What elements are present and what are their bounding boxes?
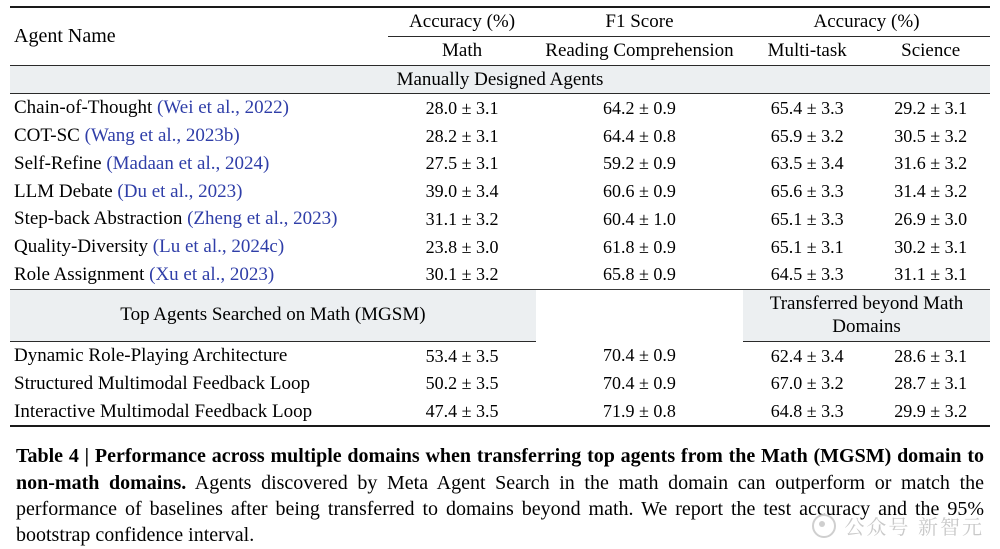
table-row bbox=[10, 370, 990, 398]
header-sub-reading-comprehension: Reading Comprehension bbox=[545, 39, 734, 61]
cell-math: 31.1 ± 3.2 bbox=[425, 208, 499, 229]
cell-multi-task: 63.5 ± 3.4 bbox=[770, 153, 844, 174]
header-sub-science: Science bbox=[901, 39, 961, 61]
cell-multi-task: 62.4 ± 3.4 bbox=[770, 345, 844, 366]
agent-label: Chain-of-Thought bbox=[14, 97, 153, 119]
cell-multi-task: 67.0 ± 3.2 bbox=[770, 373, 844, 394]
table-row bbox=[10, 122, 990, 150]
citation-link[interactable]: (Xu et al., 2023) bbox=[149, 263, 275, 285]
cell-math: 23.8 ± 3.0 bbox=[425, 236, 499, 257]
cell-math: 39.0 ± 3.4 bbox=[425, 181, 499, 202]
cell-multi-task: 65.6 ± 3.3 bbox=[770, 181, 844, 202]
agent-label: Structured Multimodal Feedback Loop bbox=[14, 372, 311, 394]
cell-math: 30.1 ± 3.2 bbox=[388, 261, 536, 289]
citation-link[interactable]: (Lu et al., 2024c) bbox=[152, 236, 285, 257]
agent-label: COT-SC bbox=[14, 125, 80, 146]
cell-science: 30.2 ± 3.1 bbox=[894, 236, 968, 257]
cell-science: 29.2 ± 3.1 bbox=[894, 97, 968, 118]
cell-agent-name bbox=[10, 150, 388, 178]
cell-science: 31.6 ± 3.2 bbox=[894, 153, 968, 174]
cell-reading-comprehension: 64.2 ± 0.9 bbox=[603, 97, 676, 118]
cell-reading-comprehension: 71.9 ± 0.8 bbox=[536, 398, 743, 427]
agent-label: Interactive Multimodal Feedback Loop bbox=[14, 400, 313, 422]
table-row bbox=[10, 205, 990, 233]
cell-agent-name bbox=[10, 342, 388, 370]
cell-math: 28.2 ± 3.1 bbox=[425, 125, 499, 146]
table-caption bbox=[10, 443, 990, 549]
cell-agent-name bbox=[10, 233, 388, 261]
cell-agent-name bbox=[10, 261, 388, 289]
caption-label: Table 4 | bbox=[16, 445, 95, 468]
cell-agent-name bbox=[10, 178, 388, 206]
citation-link[interactable]: (Madaan et al., 2024) bbox=[106, 152, 270, 174]
agent-label: Quality-Diversity bbox=[14, 236, 149, 257]
caption-body: Agents discovered by Meta Agent Search in the math domain can outperform or match the performance of baselines after being transferred to domains beyond math. We report the test accuracy and the 95% bootstrap confidence interval. bbox=[16, 471, 984, 547]
cell-math: 27.5 ± 3.1 bbox=[425, 153, 499, 174]
table-row bbox=[10, 94, 990, 122]
cell-multi-task: 64.5 ± 3.3 bbox=[743, 261, 871, 289]
cell-science: 26.9 ± 3.0 bbox=[894, 208, 968, 229]
caption-lead: Performance across multiple domains when transferring top agents from the Math (MGSM) domain to non-math domains. bbox=[16, 445, 984, 494]
table-header-row-1 bbox=[10, 7, 990, 36]
citation-link[interactable]: (Wang et al., 2023b) bbox=[84, 125, 240, 146]
cell-multi-task: 65.9 ± 3.2 bbox=[770, 125, 844, 146]
cell-math: 53.4 ± 3.5 bbox=[425, 345, 499, 366]
cell-science: 29.9 ± 3.2 bbox=[871, 398, 990, 427]
cell-reading-comprehension: 60.4 ± 1.0 bbox=[603, 208, 676, 229]
section-header-manual-label: Manually Designed Agents bbox=[10, 65, 990, 94]
cell-agent-name bbox=[10, 370, 388, 398]
cell-math: 47.4 ± 3.5 bbox=[388, 398, 536, 427]
cell-reading-comprehension: 70.4 ± 0.9 bbox=[603, 345, 676, 366]
citation-link[interactable]: (Wei et al., 2022) bbox=[157, 97, 289, 119]
agent-label: Dynamic Role-Playing Architecture bbox=[14, 345, 288, 366]
cell-agent-name bbox=[10, 398, 388, 427]
cell-multi-task: 65.4 ± 3.3 bbox=[770, 97, 844, 118]
cell-multi-task: 65.1 ± 3.1 bbox=[770, 236, 844, 257]
header-sub-multi-task: Multi-task bbox=[767, 39, 847, 61]
cell-science: 31.1 ± 3.1 bbox=[871, 261, 990, 289]
cell-reading-comprehension: 70.4 ± 0.9 bbox=[603, 373, 676, 394]
cell-reading-comprehension: 65.8 ± 0.9 bbox=[536, 261, 743, 289]
cell-science: 28.7 ± 3.1 bbox=[894, 373, 968, 394]
cell-reading-comprehension: 60.6 ± 0.9 bbox=[603, 181, 676, 202]
cell-reading-comprehension: 61.8 ± 0.9 bbox=[603, 236, 676, 257]
header-group-accuracy-other: Accuracy (%) bbox=[743, 7, 990, 36]
citation-link[interactable]: (Du et al., 2023) bbox=[117, 180, 243, 202]
citation-link[interactable]: (Zheng et al., 2023) bbox=[187, 208, 338, 230]
table-row bbox=[10, 398, 990, 427]
cell-reading-comprehension: 64.4 ± 0.8 bbox=[603, 125, 676, 146]
section-header-searched-left: Top Agents Searched on Math (MGSM) bbox=[10, 289, 536, 342]
section-header-searched-right: Transferred beyond Math Domains bbox=[743, 289, 990, 342]
cell-agent-name bbox=[10, 122, 388, 150]
cell-multi-task: 64.8 ± 3.3 bbox=[743, 398, 871, 427]
header-sub-math: Math bbox=[442, 39, 483, 61]
cell-science: 31.4 ± 3.2 bbox=[894, 181, 968, 202]
header-group-f1: F1 Score bbox=[536, 7, 743, 36]
table-row bbox=[10, 150, 990, 178]
agent-label: Self-Refine bbox=[14, 152, 102, 174]
cell-multi-task: 65.1 ± 3.3 bbox=[770, 208, 844, 229]
cell-reading-comprehension: 59.2 ± 0.9 bbox=[603, 153, 676, 174]
cell-agent-name bbox=[10, 205, 388, 233]
agent-label: Step-back Abstraction bbox=[14, 208, 183, 230]
section-header-gap bbox=[536, 289, 743, 342]
cell-agent-name bbox=[10, 94, 388, 122]
results-table bbox=[10, 6, 990, 427]
cell-science: 28.6 ± 3.1 bbox=[894, 345, 968, 366]
header-agent-name: Agent Name bbox=[10, 7, 388, 65]
table-row bbox=[10, 233, 990, 261]
cell-science: 30.5 ± 3.2 bbox=[894, 125, 968, 146]
cell-math: 50.2 ± 3.5 bbox=[425, 373, 499, 394]
cell-math: 28.0 ± 3.1 bbox=[425, 97, 499, 118]
table-row bbox=[10, 342, 990, 370]
table-row bbox=[10, 261, 990, 289]
header-group-accuracy-math: Accuracy (%) bbox=[388, 7, 536, 36]
section-header-manual bbox=[10, 65, 990, 94]
agent-label: LLM Debate bbox=[14, 180, 113, 202]
section-header-searched bbox=[10, 289, 990, 342]
watermark-text: 公众号 新智元 bbox=[844, 517, 984, 539]
table-row bbox=[10, 178, 990, 206]
agent-label: Role Assignment bbox=[14, 263, 145, 285]
